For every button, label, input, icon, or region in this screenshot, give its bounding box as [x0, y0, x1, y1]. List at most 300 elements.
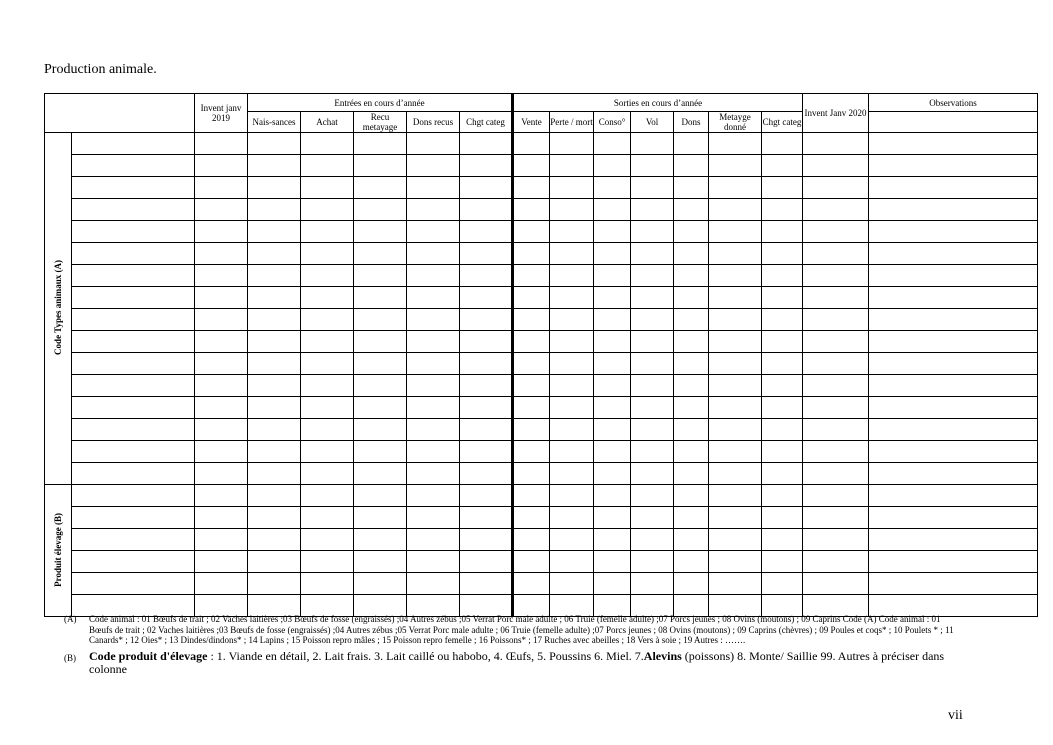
- table-cell[interactable]: [631, 441, 674, 463]
- table-cell[interactable]: [762, 309, 803, 331]
- table-cell[interactable]: [594, 287, 631, 309]
- table-cell[interactable]: [460, 441, 513, 463]
- table-cell[interactable]: [460, 221, 513, 243]
- table-cell[interactable]: [460, 177, 513, 199]
- table-cell[interactable]: [195, 199, 248, 221]
- table-cell[interactable]: [460, 287, 513, 309]
- table-cell[interactable]: [594, 199, 631, 221]
- table-cell[interactable]: [248, 177, 301, 199]
- table-cell[interactable]: [709, 529, 762, 551]
- table-cell[interactable]: [762, 221, 803, 243]
- table-cell[interactable]: [594, 155, 631, 177]
- table-cell[interactable]: [594, 265, 631, 287]
- table-cell[interactable]: [407, 485, 460, 507]
- table-cell[interactable]: [674, 441, 709, 463]
- table-cell[interactable]: [594, 353, 631, 375]
- table-cell[interactable]: [869, 551, 1038, 573]
- table-cell[interactable]: [762, 507, 803, 529]
- table-cell[interactable]: [407, 463, 460, 485]
- table-cell[interactable]: [301, 419, 354, 441]
- table-cell[interactable]: [301, 177, 354, 199]
- table-cell[interactable]: [460, 331, 513, 353]
- table-cell[interactable]: [407, 265, 460, 287]
- table-cell[interactable]: [803, 221, 869, 243]
- table-cell[interactable]: [72, 441, 195, 463]
- table-cell[interactable]: [460, 309, 513, 331]
- table-cell[interactable]: [550, 463, 594, 485]
- table-cell[interactable]: [248, 221, 301, 243]
- table-cell[interactable]: [674, 221, 709, 243]
- table-cell[interactable]: [195, 265, 248, 287]
- table-cell[interactable]: [803, 309, 869, 331]
- table-cell[interactable]: [674, 419, 709, 441]
- table-cell[interactable]: [72, 375, 195, 397]
- table-cell[interactable]: [709, 243, 762, 265]
- table-cell[interactable]: [195, 375, 248, 397]
- table-cell[interactable]: [709, 551, 762, 573]
- table-cell[interactable]: [631, 177, 674, 199]
- table-cell[interactable]: [513, 551, 550, 573]
- table-cell[interactable]: [195, 573, 248, 595]
- table-cell[interactable]: [803, 441, 869, 463]
- table-cell[interactable]: [354, 463, 407, 485]
- table-cell[interactable]: [803, 463, 869, 485]
- table-cell[interactable]: [354, 155, 407, 177]
- table-cell[interactable]: [594, 551, 631, 573]
- table-cell[interactable]: [869, 199, 1038, 221]
- table-cell[interactable]: [301, 353, 354, 375]
- table-cell[interactable]: [248, 133, 301, 155]
- table-cell[interactable]: [869, 573, 1038, 595]
- table-cell[interactable]: [513, 155, 550, 177]
- table-cell[interactable]: [674, 463, 709, 485]
- table-cell[interactable]: [72, 221, 195, 243]
- table-cell[interactable]: [301, 551, 354, 573]
- table-cell[interactable]: [762, 463, 803, 485]
- table-cell[interactable]: [301, 441, 354, 463]
- table-cell[interactable]: [803, 243, 869, 265]
- table-cell[interactable]: [407, 419, 460, 441]
- table-cell[interactable]: [195, 133, 248, 155]
- table-cell[interactable]: [195, 529, 248, 551]
- table-cell[interactable]: [354, 177, 407, 199]
- table-cell[interactable]: [301, 287, 354, 309]
- table-cell[interactable]: [513, 287, 550, 309]
- table-cell[interactable]: [709, 573, 762, 595]
- table-cell[interactable]: [594, 529, 631, 551]
- table-cell[interactable]: [594, 309, 631, 331]
- table-cell[interactable]: [460, 419, 513, 441]
- table-cell[interactable]: [195, 331, 248, 353]
- table-cell[interactable]: [354, 551, 407, 573]
- table-cell[interactable]: [803, 485, 869, 507]
- table-cell[interactable]: [631, 529, 674, 551]
- table-cell[interactable]: [803, 177, 869, 199]
- table-cell[interactable]: [354, 507, 407, 529]
- table-cell[interactable]: [72, 331, 195, 353]
- table-cell[interactable]: [869, 221, 1038, 243]
- table-cell[interactable]: [674, 287, 709, 309]
- table-cell[interactable]: [550, 155, 594, 177]
- table-cell[interactable]: [762, 133, 803, 155]
- table-cell[interactable]: [709, 199, 762, 221]
- table-cell[interactable]: [674, 199, 709, 221]
- table-cell[interactable]: [72, 397, 195, 419]
- table-cell[interactable]: [72, 485, 195, 507]
- table-cell[interactable]: [869, 243, 1038, 265]
- table-cell[interactable]: [301, 243, 354, 265]
- table-cell[interactable]: [803, 155, 869, 177]
- table-cell[interactable]: [354, 375, 407, 397]
- table-cell[interactable]: [354, 419, 407, 441]
- table-cell[interactable]: [248, 199, 301, 221]
- table-cell[interactable]: [709, 265, 762, 287]
- table-cell[interactable]: [803, 419, 869, 441]
- table-cell[interactable]: [709, 397, 762, 419]
- table-cell[interactable]: [195, 243, 248, 265]
- table-cell[interactable]: [762, 529, 803, 551]
- table-cell[interactable]: [709, 441, 762, 463]
- table-cell[interactable]: [248, 529, 301, 551]
- table-cell[interactable]: [72, 507, 195, 529]
- table-cell[interactable]: [460, 507, 513, 529]
- table-cell[interactable]: [407, 397, 460, 419]
- table-cell[interactable]: [195, 507, 248, 529]
- table-cell[interactable]: [301, 485, 354, 507]
- table-cell[interactable]: [248, 463, 301, 485]
- table-cell[interactable]: [709, 375, 762, 397]
- table-cell[interactable]: [803, 133, 869, 155]
- table-cell[interactable]: [248, 441, 301, 463]
- table-cell[interactable]: [354, 529, 407, 551]
- table-cell[interactable]: [301, 573, 354, 595]
- table-cell[interactable]: [301, 507, 354, 529]
- table-cell[interactable]: [550, 177, 594, 199]
- table-cell[interactable]: [460, 353, 513, 375]
- table-cell[interactable]: [354, 573, 407, 595]
- table-cell[interactable]: [550, 419, 594, 441]
- table-cell[interactable]: [631, 265, 674, 287]
- table-cell[interactable]: [594, 243, 631, 265]
- table-cell[interactable]: [72, 177, 195, 199]
- table-cell[interactable]: [72, 463, 195, 485]
- table-cell[interactable]: [550, 265, 594, 287]
- table-cell[interactable]: [631, 419, 674, 441]
- table-cell[interactable]: [248, 375, 301, 397]
- table-cell[interactable]: [550, 573, 594, 595]
- table-cell[interactable]: [407, 573, 460, 595]
- table-cell[interactable]: [301, 397, 354, 419]
- table-cell[interactable]: [869, 287, 1038, 309]
- table-cell[interactable]: [594, 397, 631, 419]
- table-cell[interactable]: [407, 199, 460, 221]
- table-cell[interactable]: [709, 287, 762, 309]
- table-cell[interactable]: [301, 309, 354, 331]
- table-cell[interactable]: [354, 397, 407, 419]
- table-cell[interactable]: [709, 331, 762, 353]
- table-cell[interactable]: [513, 265, 550, 287]
- table-cell[interactable]: [354, 485, 407, 507]
- table-cell[interactable]: [550, 309, 594, 331]
- table-cell[interactable]: [513, 397, 550, 419]
- table-cell[interactable]: [354, 243, 407, 265]
- table-cell[interactable]: [631, 573, 674, 595]
- table-cell[interactable]: [803, 573, 869, 595]
- table-cell[interactable]: [762, 353, 803, 375]
- table-cell[interactable]: [550, 353, 594, 375]
- table-cell[interactable]: [709, 463, 762, 485]
- table-cell[interactable]: [594, 507, 631, 529]
- table-cell[interactable]: [513, 199, 550, 221]
- table-cell[interactable]: [869, 485, 1038, 507]
- table-cell[interactable]: [72, 133, 195, 155]
- table-cell[interactable]: [803, 397, 869, 419]
- table-cell[interactable]: [803, 507, 869, 529]
- table-cell[interactable]: [460, 529, 513, 551]
- table-cell[interactable]: [762, 573, 803, 595]
- table-cell[interactable]: [407, 177, 460, 199]
- table-cell[interactable]: [354, 221, 407, 243]
- table-cell[interactable]: [803, 551, 869, 573]
- table-cell[interactable]: [513, 353, 550, 375]
- table-cell[interactable]: [594, 331, 631, 353]
- table-cell[interactable]: [869, 507, 1038, 529]
- table-cell[interactable]: [513, 331, 550, 353]
- table-cell[interactable]: [460, 397, 513, 419]
- table-cell[interactable]: [550, 199, 594, 221]
- table-cell[interactable]: [869, 155, 1038, 177]
- table-cell[interactable]: [674, 177, 709, 199]
- table-cell[interactable]: [762, 155, 803, 177]
- table-cell[interactable]: [803, 353, 869, 375]
- table-cell[interactable]: [631, 463, 674, 485]
- table-cell[interactable]: [195, 309, 248, 331]
- table-cell[interactable]: [248, 507, 301, 529]
- table-cell[interactable]: [631, 375, 674, 397]
- table-cell[interactable]: [550, 221, 594, 243]
- table-cell[interactable]: [195, 419, 248, 441]
- table-cell[interactable]: [631, 353, 674, 375]
- table-cell[interactable]: [803, 375, 869, 397]
- table-cell[interactable]: [72, 573, 195, 595]
- table-cell[interactable]: [354, 133, 407, 155]
- table-cell[interactable]: [354, 441, 407, 463]
- table-cell[interactable]: [762, 419, 803, 441]
- table-cell[interactable]: [674, 155, 709, 177]
- table-cell[interactable]: [354, 353, 407, 375]
- table-cell[interactable]: [72, 419, 195, 441]
- table-cell[interactable]: [594, 463, 631, 485]
- table-cell[interactable]: [631, 331, 674, 353]
- table-cell[interactable]: [550, 287, 594, 309]
- table-cell[interactable]: [762, 375, 803, 397]
- table-cell[interactable]: [674, 529, 709, 551]
- table-cell[interactable]: [631, 199, 674, 221]
- table-cell[interactable]: [550, 529, 594, 551]
- table-cell[interactable]: [631, 221, 674, 243]
- table-cell[interactable]: [674, 243, 709, 265]
- table-cell[interactable]: [248, 397, 301, 419]
- table-cell[interactable]: [248, 331, 301, 353]
- table-cell[interactable]: [195, 441, 248, 463]
- table-cell[interactable]: [550, 507, 594, 529]
- table-cell[interactable]: [674, 485, 709, 507]
- table-cell[interactable]: [803, 331, 869, 353]
- table-cell[interactable]: [301, 155, 354, 177]
- table-cell[interactable]: [550, 485, 594, 507]
- table-cell[interactable]: [631, 397, 674, 419]
- table-cell[interactable]: [550, 375, 594, 397]
- table-cell[interactable]: [550, 551, 594, 573]
- table-cell[interactable]: [513, 243, 550, 265]
- table-cell[interactable]: [72, 199, 195, 221]
- table-cell[interactable]: [631, 155, 674, 177]
- table-cell[interactable]: [869, 177, 1038, 199]
- table-cell[interactable]: [248, 551, 301, 573]
- table-cell[interactable]: [674, 353, 709, 375]
- table-cell[interactable]: [354, 331, 407, 353]
- table-cell[interactable]: [709, 133, 762, 155]
- table-cell[interactable]: [460, 375, 513, 397]
- table-cell[interactable]: [72, 309, 195, 331]
- table-cell[interactable]: [460, 265, 513, 287]
- table-cell[interactable]: [709, 353, 762, 375]
- table-cell[interactable]: [72, 353, 195, 375]
- table-cell[interactable]: [594, 485, 631, 507]
- table-cell[interactable]: [72, 287, 195, 309]
- table-cell[interactable]: [407, 353, 460, 375]
- table-cell[interactable]: [674, 507, 709, 529]
- table-cell[interactable]: [407, 331, 460, 353]
- table-cell[interactable]: [803, 529, 869, 551]
- table-cell[interactable]: [869, 133, 1038, 155]
- table-cell[interactable]: [354, 265, 407, 287]
- table-cell[interactable]: [460, 133, 513, 155]
- table-cell[interactable]: [513, 441, 550, 463]
- table-cell[interactable]: [301, 265, 354, 287]
- table-cell[interactable]: [195, 177, 248, 199]
- table-cell[interactable]: [301, 375, 354, 397]
- table-cell[interactable]: [709, 485, 762, 507]
- table-cell[interactable]: [248, 485, 301, 507]
- table-cell[interactable]: [301, 529, 354, 551]
- table-cell[interactable]: [594, 375, 631, 397]
- table-cell[interactable]: [631, 133, 674, 155]
- table-cell[interactable]: [407, 551, 460, 573]
- table-cell[interactable]: [72, 265, 195, 287]
- table-cell[interactable]: [513, 133, 550, 155]
- table-cell[interactable]: [550, 331, 594, 353]
- table-cell[interactable]: [762, 551, 803, 573]
- table-cell[interactable]: [407, 155, 460, 177]
- table-cell[interactable]: [460, 485, 513, 507]
- table-cell[interactable]: [248, 265, 301, 287]
- table-cell[interactable]: [407, 243, 460, 265]
- table-cell[interactable]: [803, 199, 869, 221]
- table-cell[interactable]: [762, 243, 803, 265]
- table-cell[interactable]: [248, 155, 301, 177]
- table-cell[interactable]: [869, 375, 1038, 397]
- table-cell[interactable]: [195, 485, 248, 507]
- table-cell[interactable]: [594, 177, 631, 199]
- table-cell[interactable]: [513, 309, 550, 331]
- table-cell[interactable]: [513, 419, 550, 441]
- table-cell[interactable]: [550, 243, 594, 265]
- table-cell[interactable]: [674, 551, 709, 573]
- table-cell[interactable]: [407, 507, 460, 529]
- table-cell[interactable]: [594, 573, 631, 595]
- table-cell[interactable]: [631, 309, 674, 331]
- table-cell[interactable]: [72, 529, 195, 551]
- table-cell[interactable]: [869, 529, 1038, 551]
- table-cell[interactable]: [513, 573, 550, 595]
- table-cell[interactable]: [631, 243, 674, 265]
- table-cell[interactable]: [72, 155, 195, 177]
- table-cell[interactable]: [762, 331, 803, 353]
- table-cell[interactable]: [460, 551, 513, 573]
- table-cell[interactable]: [407, 441, 460, 463]
- table-cell[interactable]: [248, 309, 301, 331]
- table-cell[interactable]: [762, 199, 803, 221]
- table-cell[interactable]: [354, 287, 407, 309]
- table-cell[interactable]: [550, 397, 594, 419]
- table-cell[interactable]: [869, 419, 1038, 441]
- table-cell[interactable]: [513, 221, 550, 243]
- table-cell[interactable]: [869, 331, 1038, 353]
- table-cell[interactable]: [248, 243, 301, 265]
- table-cell[interactable]: [631, 485, 674, 507]
- table-cell[interactable]: [631, 551, 674, 573]
- table-cell[interactable]: [195, 551, 248, 573]
- table-cell[interactable]: [709, 309, 762, 331]
- table-cell[interactable]: [354, 309, 407, 331]
- table-cell[interactable]: [674, 573, 709, 595]
- table-cell[interactable]: [762, 397, 803, 419]
- table-cell[interactable]: [869, 463, 1038, 485]
- table-cell[interactable]: [550, 441, 594, 463]
- table-cell[interactable]: [674, 331, 709, 353]
- table-cell[interactable]: [407, 529, 460, 551]
- table-cell[interactable]: [407, 309, 460, 331]
- table-cell[interactable]: [513, 507, 550, 529]
- table-cell[interactable]: [460, 155, 513, 177]
- table-cell[interactable]: [762, 485, 803, 507]
- table-cell[interactable]: [513, 463, 550, 485]
- table-cell[interactable]: [631, 287, 674, 309]
- table-cell[interactable]: [674, 133, 709, 155]
- table-cell[interactable]: [301, 221, 354, 243]
- table-cell[interactable]: [594, 441, 631, 463]
- table-cell[interactable]: [869, 397, 1038, 419]
- table-cell[interactable]: [674, 397, 709, 419]
- table-cell[interactable]: [674, 309, 709, 331]
- table-cell[interactable]: [195, 221, 248, 243]
- table-cell[interactable]: [803, 287, 869, 309]
- table-cell[interactable]: [594, 419, 631, 441]
- table-cell[interactable]: [407, 287, 460, 309]
- table-cell[interactable]: [460, 463, 513, 485]
- table-cell[interactable]: [709, 221, 762, 243]
- table-cell[interactable]: [513, 529, 550, 551]
- table-cell[interactable]: [513, 375, 550, 397]
- table-cell[interactable]: [869, 309, 1038, 331]
- table-cell[interactable]: [72, 551, 195, 573]
- table-cell[interactable]: [709, 177, 762, 199]
- table-cell[interactable]: [301, 133, 354, 155]
- table-cell[interactable]: [407, 375, 460, 397]
- table-cell[interactable]: [248, 353, 301, 375]
- table-cell[interactable]: [513, 177, 550, 199]
